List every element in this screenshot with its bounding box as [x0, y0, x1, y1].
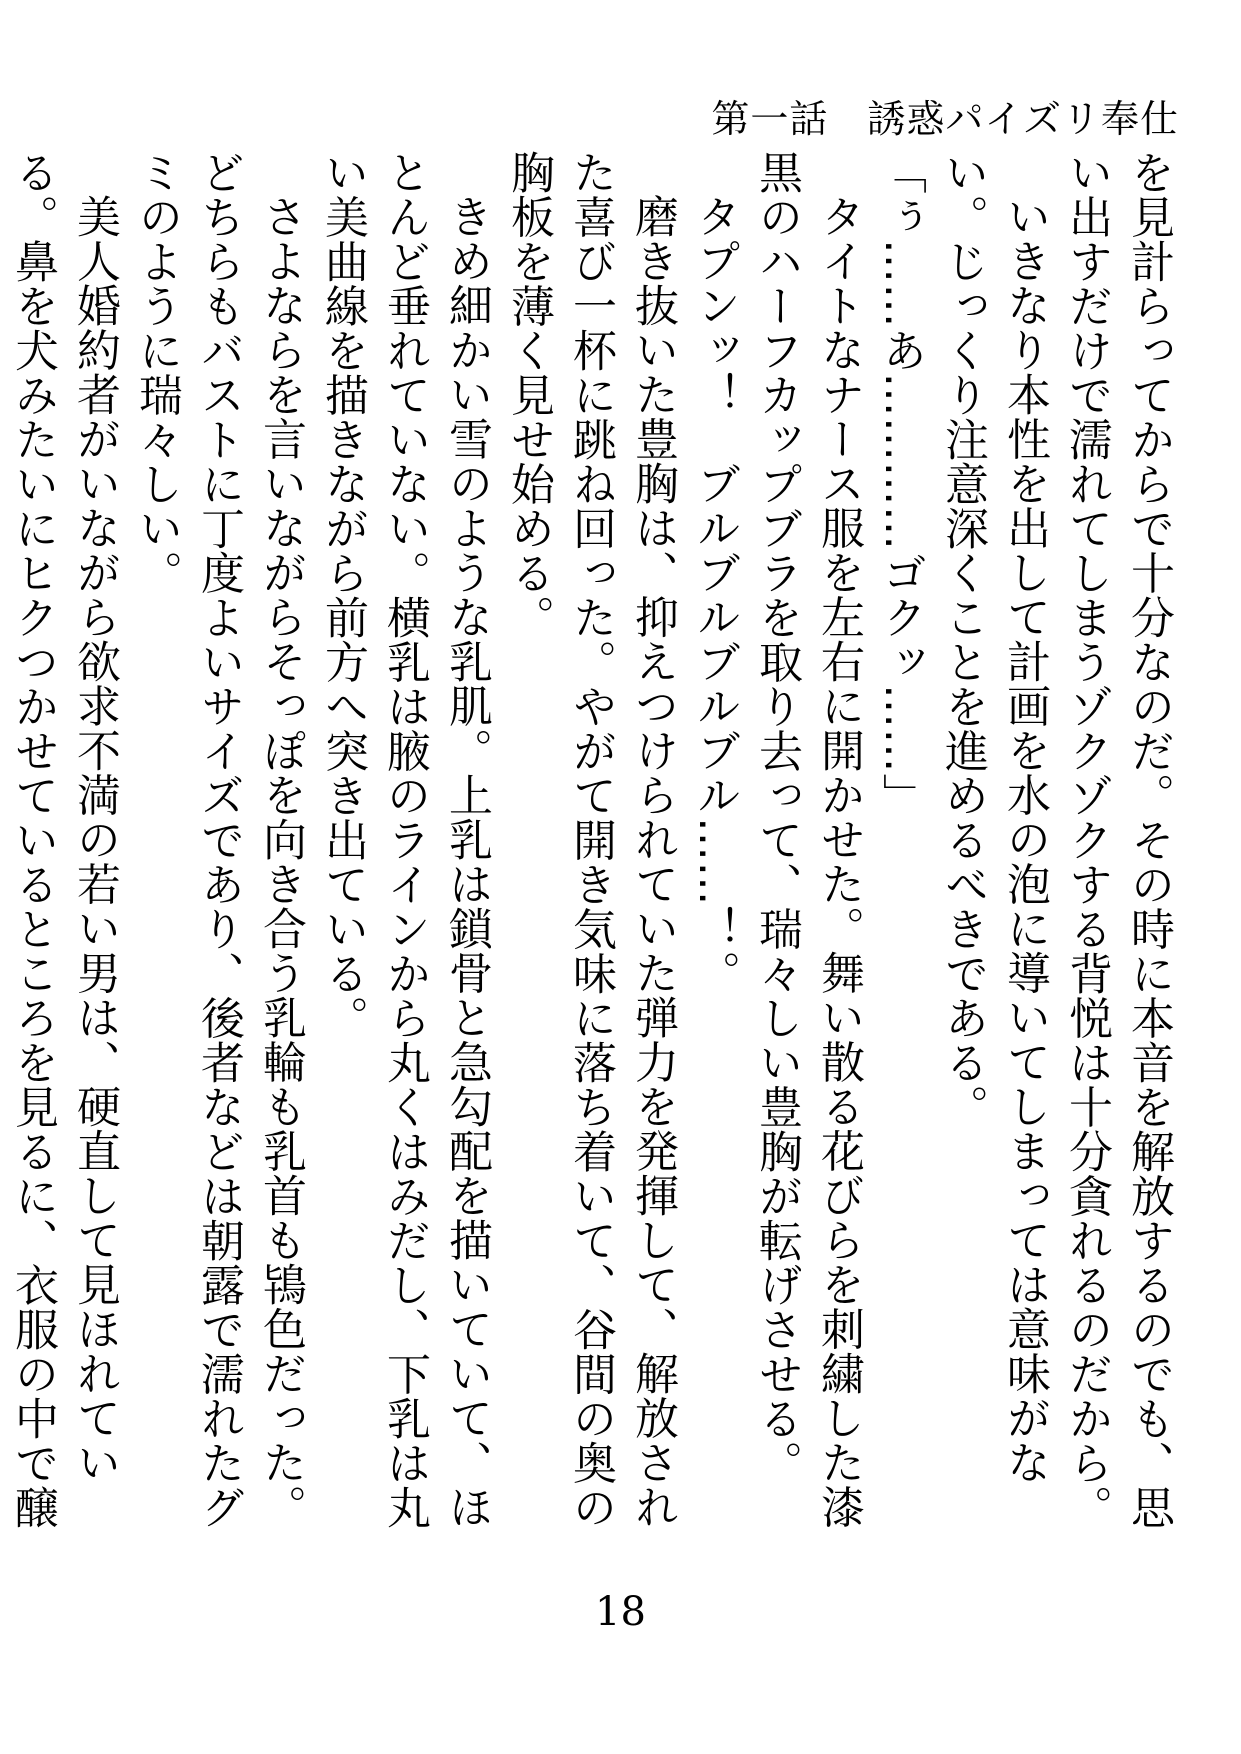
chapter-title-header: 第一話 誘惑パイズリ奉仕 [711, 97, 1179, 141]
paragraph: タイトなナース服を左右に開かせた。舞い散る花びらを刺繍した漆黒のハーフカップブラを取り去って、瑞々しい豊胸が転げさせる。 [751, 150, 864, 1529]
dialogue-paragraph: 「ぅ……あ…………ゴクッ……」 [875, 150, 926, 818]
paragraph: を見計らってからで十分なのだ。その時に本音を解放するのでも、思い出すだけで濡れてしまうゾクゾクする背悦は十分貪れるのだから。 [1061, 150, 1174, 1530]
paragraph: きめ細かい雪のような乳肌。上乳は鎖骨と急勾配を描いていて、ほとんど垂れていない。横乳は腋のラインから丸くはみだし、下乳は丸い美曲線を描きながら前方へ突き出ている。 [317, 150, 492, 1530]
paragraph: 美人婚約者がいながら欲求不満の若い男は、硬直して見ほれている。鼻を犬みたいにヒクつかせているところを見るに、衣服の中で醸 [7, 150, 120, 1530]
paragraph: 磨き抜いた豊胸は、抑えつけられていた弾力を発揮して、解放された喜び一杯に跳ね回った。やがて開き気味に落ち着いて、谷間の奥の胸板を薄く見せ始める。 [503, 150, 678, 1530]
paragraph: タプンッ！ ブルブルブルブル……！。 [689, 194, 740, 995]
page-number: 18 [595, 1589, 646, 1635]
paragraph: いきなり本性を出して計画を水の泡に導いてしまっては意味がない。じっくり注意深くことを進めるべきである。 [937, 150, 1050, 1485]
paragraph: さよならを言いながらそっぽを向き合う乳輪も乳首も鴇色だった。どちらもバストに丁度よいサイズであり、後者などは朝露で濡れたグミのように瑞々しい。 [131, 150, 306, 1530]
body-text [0, 150, 1179, 1560]
